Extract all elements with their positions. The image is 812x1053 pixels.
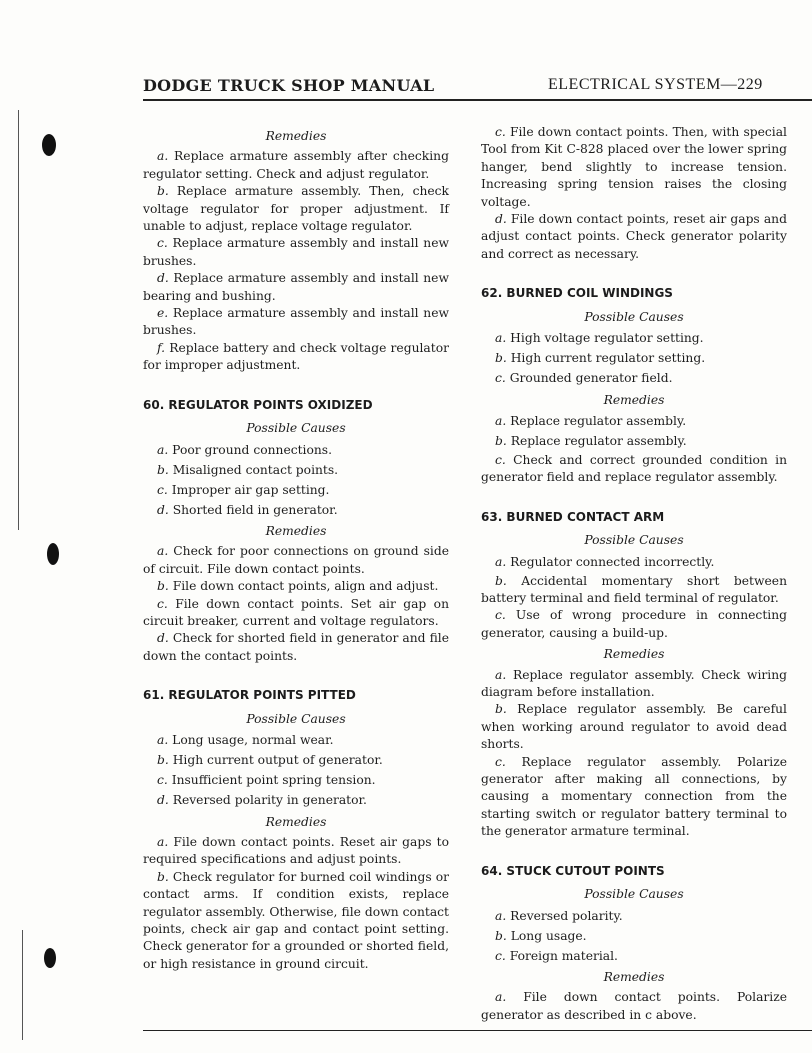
- paragraph: [143, 578, 449, 595]
- section-heading: [481, 285, 787, 302]
- item-letter: c.: [495, 948, 506, 963]
- text: High current output of generator.: [172, 753, 383, 768]
- text: Remedies: [265, 814, 327, 829]
- text: Replace regulator assembly. Polarize generator after making all connections, by causing a momentary connection from the starting switch or regulator battery terminal to the generator armature terminal.: [481, 754, 787, 839]
- paragraph: [143, 340, 449, 375]
- item-letter: f.: [157, 340, 166, 355]
- subheading: [143, 814, 449, 831]
- subheading: [481, 392, 787, 409]
- text: Possible Causes: [584, 887, 684, 902]
- text: 62. BURNED COIL WINDINGS: [481, 286, 673, 301]
- text: 63. BURNED CONTACT ARM: [481, 509, 665, 524]
- text: 64. STUCK CUTOUT POINTS: [481, 863, 665, 878]
- subheading: [481, 969, 787, 986]
- text: 61. REGULATOR POINTS PITTED: [143, 688, 356, 703]
- item-letter: a.: [495, 331, 507, 346]
- text: Long usage.: [510, 928, 587, 943]
- text: Replace armature assembly and install new bearing and bushing.: [143, 271, 449, 303]
- item-letter: a.: [495, 413, 507, 428]
- text: Replace battery and check voltage regulator for improper adjustment.: [143, 340, 449, 373]
- text: Remedies: [603, 970, 665, 984]
- list-item: [157, 791, 449, 810]
- text: 60. REGULATOR POINTS OXIDIZED: [143, 397, 373, 412]
- item-letter: d.: [495, 212, 507, 227]
- item-letter: c.: [157, 596, 168, 611]
- item-letter: a.: [495, 554, 507, 569]
- text: Possible Causes: [584, 309, 684, 324]
- item-letter: b.: [495, 928, 507, 943]
- text: Replace regulator assembly. Be careful when working around regulator to avoid dead shorts.: [481, 702, 787, 752]
- text: Replace regulator assembly.: [510, 413, 687, 428]
- text: Misaligned contact points.: [172, 462, 339, 477]
- left-column: [143, 124, 449, 973]
- text: Replace regulator assembly.: [510, 433, 687, 448]
- text: File down contact points, reset air gaps and adjust contact points. Check generator polarity and correct as necessary.: [481, 212, 787, 261]
- item-letter: a.: [157, 834, 169, 849]
- text: Foreign material.: [509, 948, 618, 963]
- item-letter: b.: [157, 753, 169, 768]
- text: Reversed polarity.: [510, 908, 623, 923]
- subheading: [481, 309, 787, 326]
- subheading: [143, 711, 449, 728]
- text: Replace armature assembly. Then, check voltage regulator for proper adjustment. If unable to adjust, replace voltage regulator.: [143, 184, 449, 234]
- item-letter: b.: [495, 702, 507, 717]
- text: Long usage, normal wear.: [172, 733, 334, 748]
- item-letter: c.: [495, 371, 506, 386]
- subheading: [481, 886, 787, 903]
- paragraph: [481, 452, 787, 487]
- item-letter: c.: [495, 452, 506, 467]
- list-item: [157, 751, 449, 770]
- paragraph: [481, 211, 787, 263]
- list-item: [495, 927, 787, 946]
- list-item: [495, 349, 787, 368]
- paragraph: [143, 543, 449, 578]
- text: Replace armature assembly and install new brushes.: [143, 236, 449, 268]
- list-item: [495, 329, 787, 348]
- manual-title: DODGE TRUCK SHOP MANUAL: [143, 76, 435, 95]
- item-letter: d.: [157, 271, 169, 286]
- item-letter: c.: [495, 608, 506, 623]
- item-letter: a.: [495, 990, 507, 1005]
- item-letter: c.: [495, 125, 506, 139]
- list-item: [157, 441, 449, 460]
- text: Insufficient point spring tension.: [171, 773, 376, 788]
- text: Regulator connected incorrectly.: [510, 554, 715, 569]
- text: File down contact points. Then, with special Tool from Kit C-828 placed over the lower spring hanger, bend slightly to increase tension. Increasing spring tension raises the closing voltage.: [481, 125, 787, 209]
- text: Replace armature assembly and install new brushes.: [143, 306, 449, 338]
- text: High voltage regulator setting.: [510, 331, 704, 346]
- paragraph: [481, 754, 787, 841]
- text: Check regulator for burned coil windings or contact arms. If condition exists, replace regulator assembly. Otherwise, file down contact points, check air gap and contact point setting. Check generator for a grounded or shorted field, or high resistance in ground circuit.: [143, 869, 449, 971]
- list-item: [495, 369, 787, 388]
- section-heading: [481, 863, 787, 880]
- paragraph: [481, 124, 787, 211]
- subheading: [143, 128, 449, 145]
- text: Remedies: [603, 647, 665, 662]
- item-letter: b.: [495, 433, 507, 448]
- paragraph: [481, 667, 787, 702]
- header-rule: [143, 99, 812, 101]
- paragraph: [481, 701, 787, 753]
- text: High current regulator setting.: [510, 351, 706, 366]
- list-item: [495, 412, 787, 431]
- list-item: [495, 907, 787, 926]
- item-letter: c.: [157, 773, 168, 788]
- text: Poor ground connections.: [172, 442, 333, 457]
- item-letter: d.: [157, 793, 169, 808]
- paragraph: [143, 630, 449, 665]
- text: File down contact points. Polarize generator as described in c above.: [481, 990, 787, 1022]
- scan-edge-line: [22, 930, 23, 1040]
- list-item: [495, 553, 787, 572]
- text: Possible Causes: [584, 533, 684, 548]
- section-heading: [143, 397, 449, 414]
- item-letter: a.: [157, 733, 169, 748]
- text: Replace armature assembly after checking regulator setting. Check and adjust regulator.: [143, 149, 449, 181]
- text: Check and correct grounded condition in generator field and replace regulator assembly.: [481, 452, 787, 485]
- paragraph: [143, 235, 449, 270]
- paragraph: [481, 607, 787, 642]
- text: Improper air gap setting.: [171, 482, 330, 497]
- binder-hole-mark: [42, 134, 56, 156]
- paragraph: [481, 573, 787, 608]
- text: Remedies: [265, 524, 327, 538]
- item-letter: b.: [157, 869, 169, 884]
- item-letter: c.: [157, 236, 168, 251]
- subheading: [143, 420, 449, 437]
- section-heading: [481, 509, 787, 526]
- text: Remedies: [265, 129, 327, 143]
- binder-hole-mark: [47, 543, 59, 565]
- paragraph: [143, 869, 449, 973]
- scan-edge-line: [18, 110, 19, 530]
- text: Use of wrong procedure in connecting generator, causing a build-up.: [481, 608, 787, 640]
- section-page-label: ELECTRICAL SYSTEM—229: [548, 76, 763, 93]
- item-letter: d.: [157, 502, 169, 517]
- item-letter: a.: [157, 442, 169, 457]
- item-letter: d.: [157, 631, 169, 646]
- item-letter: a.: [495, 908, 507, 923]
- text: Shorted field in generator.: [172, 502, 338, 517]
- text: File down contact points. Set air gap on circuit breaker, current and voltage regulators.: [143, 596, 449, 629]
- item-letter: a.: [495, 667, 507, 682]
- subheading: [143, 523, 449, 540]
- item-letter: c.: [495, 754, 506, 769]
- item-letter: b.: [495, 573, 507, 588]
- list-item: [157, 731, 449, 750]
- item-letter: c.: [157, 482, 168, 497]
- list-item: [157, 481, 449, 500]
- text: Check for poor connections on ground side of circuit. File down contact points.: [143, 544, 449, 576]
- list-item: [495, 947, 787, 966]
- paragraph: [143, 148, 449, 183]
- paragraph: [481, 989, 787, 1024]
- paragraph: [143, 270, 449, 305]
- subheading: [481, 646, 787, 663]
- list-item: [495, 432, 787, 451]
- item-letter: b.: [157, 579, 169, 594]
- paragraph: [143, 596, 449, 631]
- item-letter: a.: [157, 544, 169, 559]
- text: Accidental momentary short between battery terminal and field terminal of regulator.: [481, 573, 787, 605]
- item-letter: a.: [157, 149, 169, 164]
- text: Remedies: [603, 392, 665, 407]
- text: File down contact points. Reset air gaps to required specifications and adjust points.: [143, 834, 449, 867]
- list-item: [157, 771, 449, 790]
- item-letter: e.: [157, 306, 169, 321]
- binder-hole-mark: [44, 948, 56, 968]
- footer-rule: [143, 1030, 812, 1031]
- text: Reversed polarity in generator.: [172, 793, 367, 808]
- text: Check for shorted field in generator and file down the contact points.: [143, 631, 449, 663]
- item-letter: b.: [157, 462, 169, 477]
- right-column: [481, 124, 787, 1024]
- text: Replace regulator assembly. Check wiring diagram before installation.: [481, 667, 787, 700]
- list-item: [157, 501, 449, 520]
- paragraph: [143, 834, 449, 869]
- paragraph: [143, 183, 449, 235]
- item-letter: b.: [495, 351, 507, 366]
- text: Possible Causes: [246, 421, 346, 436]
- text: Grounded generator field.: [509, 371, 673, 386]
- text: File down contact points, align and adjust.: [172, 579, 439, 594]
- paragraph: [143, 305, 449, 340]
- section-heading: [143, 687, 449, 704]
- item-letter: b.: [157, 184, 169, 199]
- list-item: [157, 461, 449, 480]
- subheading: [481, 532, 787, 549]
- text: Possible Causes: [246, 711, 346, 726]
